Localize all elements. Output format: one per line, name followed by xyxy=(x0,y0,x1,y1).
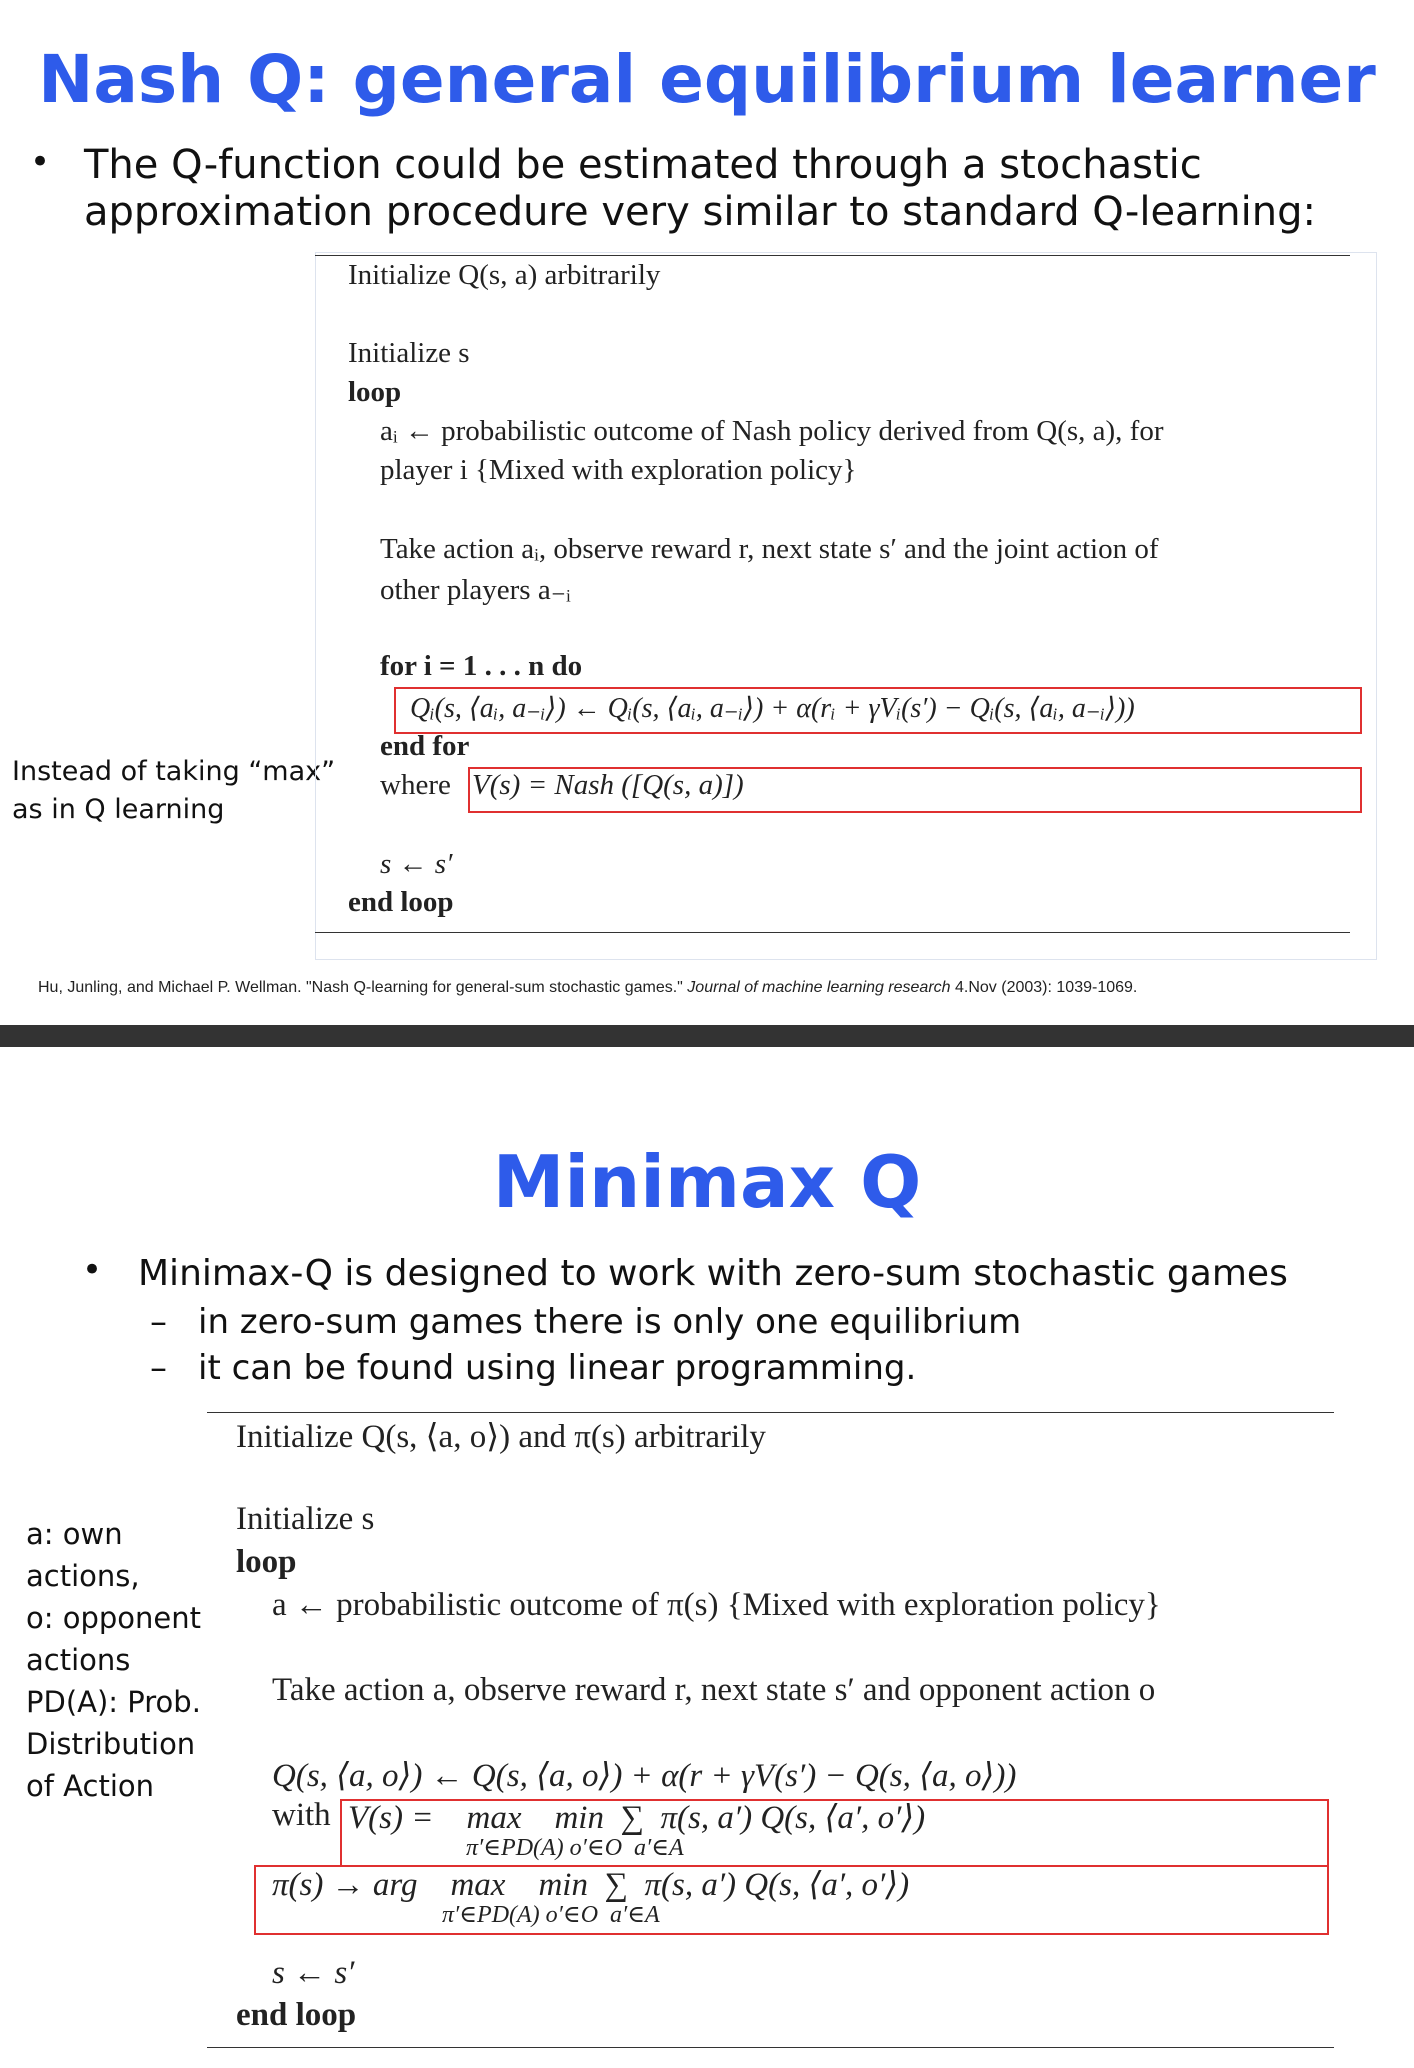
bottom-rule xyxy=(315,932,1350,933)
bottom-rule xyxy=(207,2047,1334,2048)
side-note-line: as in Q learning xyxy=(12,794,225,825)
side-note-line: PD(A): Prob. xyxy=(26,1685,201,1719)
side-note-line: actions xyxy=(26,1643,131,1677)
bullet-text-line1: The Q-function could be estimated through a stochastic xyxy=(84,142,1202,188)
algo-line: s ← s′ xyxy=(272,1955,355,1991)
top-rule xyxy=(207,1412,1334,1413)
highlight-box xyxy=(340,1799,1329,1867)
algo-keyword: for i = 1 . . . n do xyxy=(380,650,583,682)
slide-nash-q xyxy=(0,0,1414,1025)
algo-line: Initialize s xyxy=(236,1501,375,1537)
algo-line: aᵢ ← probabilistic outcome of Nash policy derived from Q(s, a), for xyxy=(380,415,1164,447)
algo-line: Initialize s xyxy=(348,337,470,369)
side-note-line: actions, xyxy=(26,1559,140,1593)
top-rule xyxy=(315,255,1350,256)
algo-keyword: loop xyxy=(236,1544,297,1580)
slide-title: Minimax Q xyxy=(492,1140,922,1224)
sub-bullet-text: it can be found using linear programming. xyxy=(198,1348,917,1388)
side-note-line: a: own xyxy=(26,1517,123,1551)
algo-line: s ← s′ xyxy=(380,848,453,880)
policy-update-equation: π(s) → arg max min ∑ π(s, a′) Q(s, ⟨a′, o′⟩) xyxy=(272,1867,910,1903)
algo-line: Take action aᵢ, observe reward r, next state s′ and the joint action of xyxy=(380,533,1159,565)
algo-keyword: loop xyxy=(348,376,402,408)
highlight-box xyxy=(254,1865,1329,1935)
minimax-value-equation: V(s) = max min ∑ π(s, a′) Q(s, ⟨a′, o′⟩) xyxy=(348,1800,926,1836)
equation-subscripts: π′∈PD(A) o′∈O a′∈A xyxy=(442,1902,660,1928)
side-note-line: Instead of taking “max” xyxy=(12,756,336,787)
side-note-line: Distribution xyxy=(26,1727,196,1761)
bullet-dot: • xyxy=(82,1250,103,1290)
algo-line: Initialize Q(s, a) arbitrarily xyxy=(348,259,661,291)
slide-title: Nash Q: general equilibrium learner xyxy=(38,41,1376,118)
nash-update-equation: Qᵢ(s, ⟨aᵢ, a₋ᵢ⟩) ← Qᵢ(s, ⟨aᵢ, a₋ᵢ⟩) + α(rᵢ + γVᵢ(s′) − Qᵢ(s, ⟨aᵢ, a₋ᵢ⟩)) xyxy=(410,693,1135,724)
nash-q-algorithm xyxy=(0,0,1414,1000)
sub-bullet-text: in zero-sum games there is only one equilibrium xyxy=(198,1302,1022,1342)
algo-line: other players a₋ᵢ xyxy=(380,574,571,606)
sub-bullet-dash: – xyxy=(150,1348,167,1388)
citation-text: 4.Nov (2003): 1039-1069. xyxy=(950,979,1138,996)
algo-keyword: end for xyxy=(380,730,470,762)
citation-journal: Journal of machine learning research xyxy=(687,979,951,996)
bullet-text-line2: approximation procedure very similar to standard Q-learning: xyxy=(84,189,1316,235)
side-note-line: of Action xyxy=(26,1769,154,1803)
slide-minimax-q xyxy=(0,1047,1414,2068)
bullet-text: Minimax-Q is designed to work with zero-sum stochastic games xyxy=(138,1253,1288,1294)
nash-value-equation: V(s) = Nash ([Q(s, a)]) xyxy=(472,769,744,801)
highlight-box xyxy=(394,687,1362,734)
highlight-box xyxy=(468,767,1362,813)
algo-line: a ← probabilistic outcome of π(s) {Mixed with exploration policy} xyxy=(272,1587,1161,1623)
algo-line: where xyxy=(380,769,451,801)
slide-divider xyxy=(0,1025,1414,1047)
equation-subscripts: π′∈PD(A) o′∈O a′∈A xyxy=(466,1835,684,1861)
minimax-q-algorithm xyxy=(0,1047,1414,2068)
citation-text: Hu, Junling, and Michael P. Wellman. "Nash Q-learning for general-sum stochastic games." xyxy=(38,979,688,996)
algo-line: Initialize Q(s, ⟨a, o⟩) and π(s) arbitrarily xyxy=(236,1419,766,1455)
minimax-update-equation: Q(s, ⟨a, o⟩) ← Q(s, ⟨a, o⟩) + α(r + γV(s′) − Q(s, ⟨a, o⟩)) xyxy=(272,1758,1017,1794)
bullet-dot: • xyxy=(30,142,51,182)
algo-keyword: end loop xyxy=(348,886,454,918)
algo-line: with xyxy=(272,1797,331,1833)
algo-line: player i {Mixed with exploration policy} xyxy=(380,454,857,486)
side-note-line: o: opponent xyxy=(26,1601,202,1635)
algo-keyword: end loop xyxy=(236,1997,357,2033)
citation xyxy=(38,979,1137,997)
sub-bullet-dash: – xyxy=(150,1302,167,1342)
algo-line: Take action a, observe reward r, next state s′ and opponent action o xyxy=(272,1672,1156,1708)
